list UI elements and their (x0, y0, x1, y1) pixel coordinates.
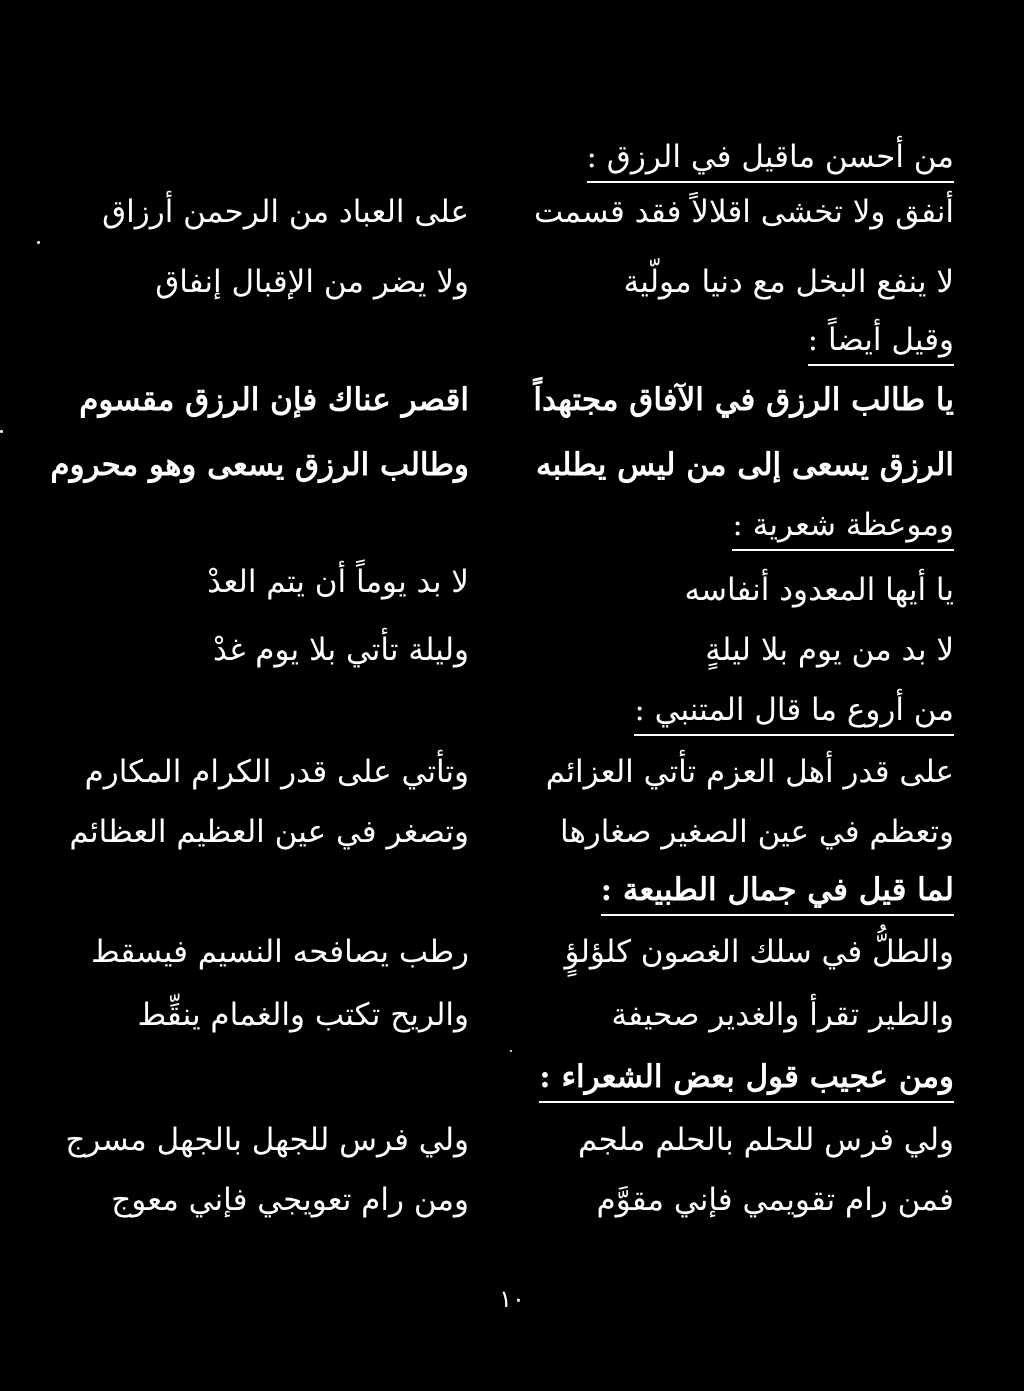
verse-line: على العباد من الرحمن أرزاق (102, 194, 469, 230)
verse-line: فمن رام تقويمي فإني مقوَّم (596, 1182, 954, 1218)
verse-line: ولي فرس للجهل بالجهل مسرج (65, 1122, 469, 1158)
heading-maw-iza: وموعظة شعرية : (732, 503, 954, 551)
verse-line: ولا يضر من الإقبال إنفاق (155, 264, 469, 300)
verse-line: وتأتي على قدر الكرام المكارم (84, 754, 469, 790)
scan-speck (0, 430, 3, 433)
verse-line: لا بد من يوم بلا ليلةٍ (705, 632, 954, 668)
verse-line: والطير تقرأ والغدير صحيفة (611, 997, 954, 1033)
verse-line: وليلة تأتي بلا يوم غدْ (212, 632, 469, 668)
verse-line: رطب يصافحه النسيم فيسقط (90, 934, 469, 970)
verse-line: الرزق يسعى إلى من ليس يطلبه (536, 447, 954, 483)
verse-line: يا أيها المعدود أنفاسه (684, 572, 954, 608)
verse-line: ولي فرس للحلم بالحلم ملجم (578, 1122, 954, 1158)
verse-line: ومن رام تعويجي فإني معوج (111, 1182, 469, 1218)
page-number: ١٠ (499, 1285, 525, 1313)
verse-line: لا بد يوماً أن يتم العدْ (207, 564, 469, 600)
verse-line: والطلُّ في سلك الغصون كلؤلؤٍ (564, 934, 954, 970)
verse-line: يا طالب الرزق في الآفاق مجتهداً (533, 382, 954, 418)
heading-rizq: من أحسن ماقيل في الرزق : (587, 135, 955, 183)
verse-line: والريح تكتب والغمام ينقِّط (137, 997, 469, 1033)
heading-mutanabbi: من أروع ما قال المتنبي : (634, 688, 954, 736)
verse-line: وتصغر في عين العظيم العظائم (69, 814, 469, 850)
verse-line: لا ينفع البخل مع دنيا مولّية (623, 264, 954, 300)
scan-speck (37, 241, 40, 244)
verse-line: وطالب الرزق يسعى وهو محروم (50, 447, 469, 483)
heading-ajib: ومن عجيب قول بعض الشعراء : (539, 1055, 954, 1103)
verse-line: اقصر عناك فإن الرزق مقسوم (79, 382, 469, 418)
verse-line: وتعظم في عين الصغير صغارها (560, 814, 954, 850)
verse-line: أنفق ولا تخشى اقلالاً فقد قسمت (533, 194, 954, 230)
verse-line: على قدر أهل العزم تأتي العزائم (545, 754, 954, 790)
scan-speck (510, 1050, 512, 1052)
heading-qila-aydan: وقيل أيضاً : (808, 318, 954, 366)
heading-jamal-tabia: لما قيل في جمال الطبيعة : (601, 868, 954, 916)
